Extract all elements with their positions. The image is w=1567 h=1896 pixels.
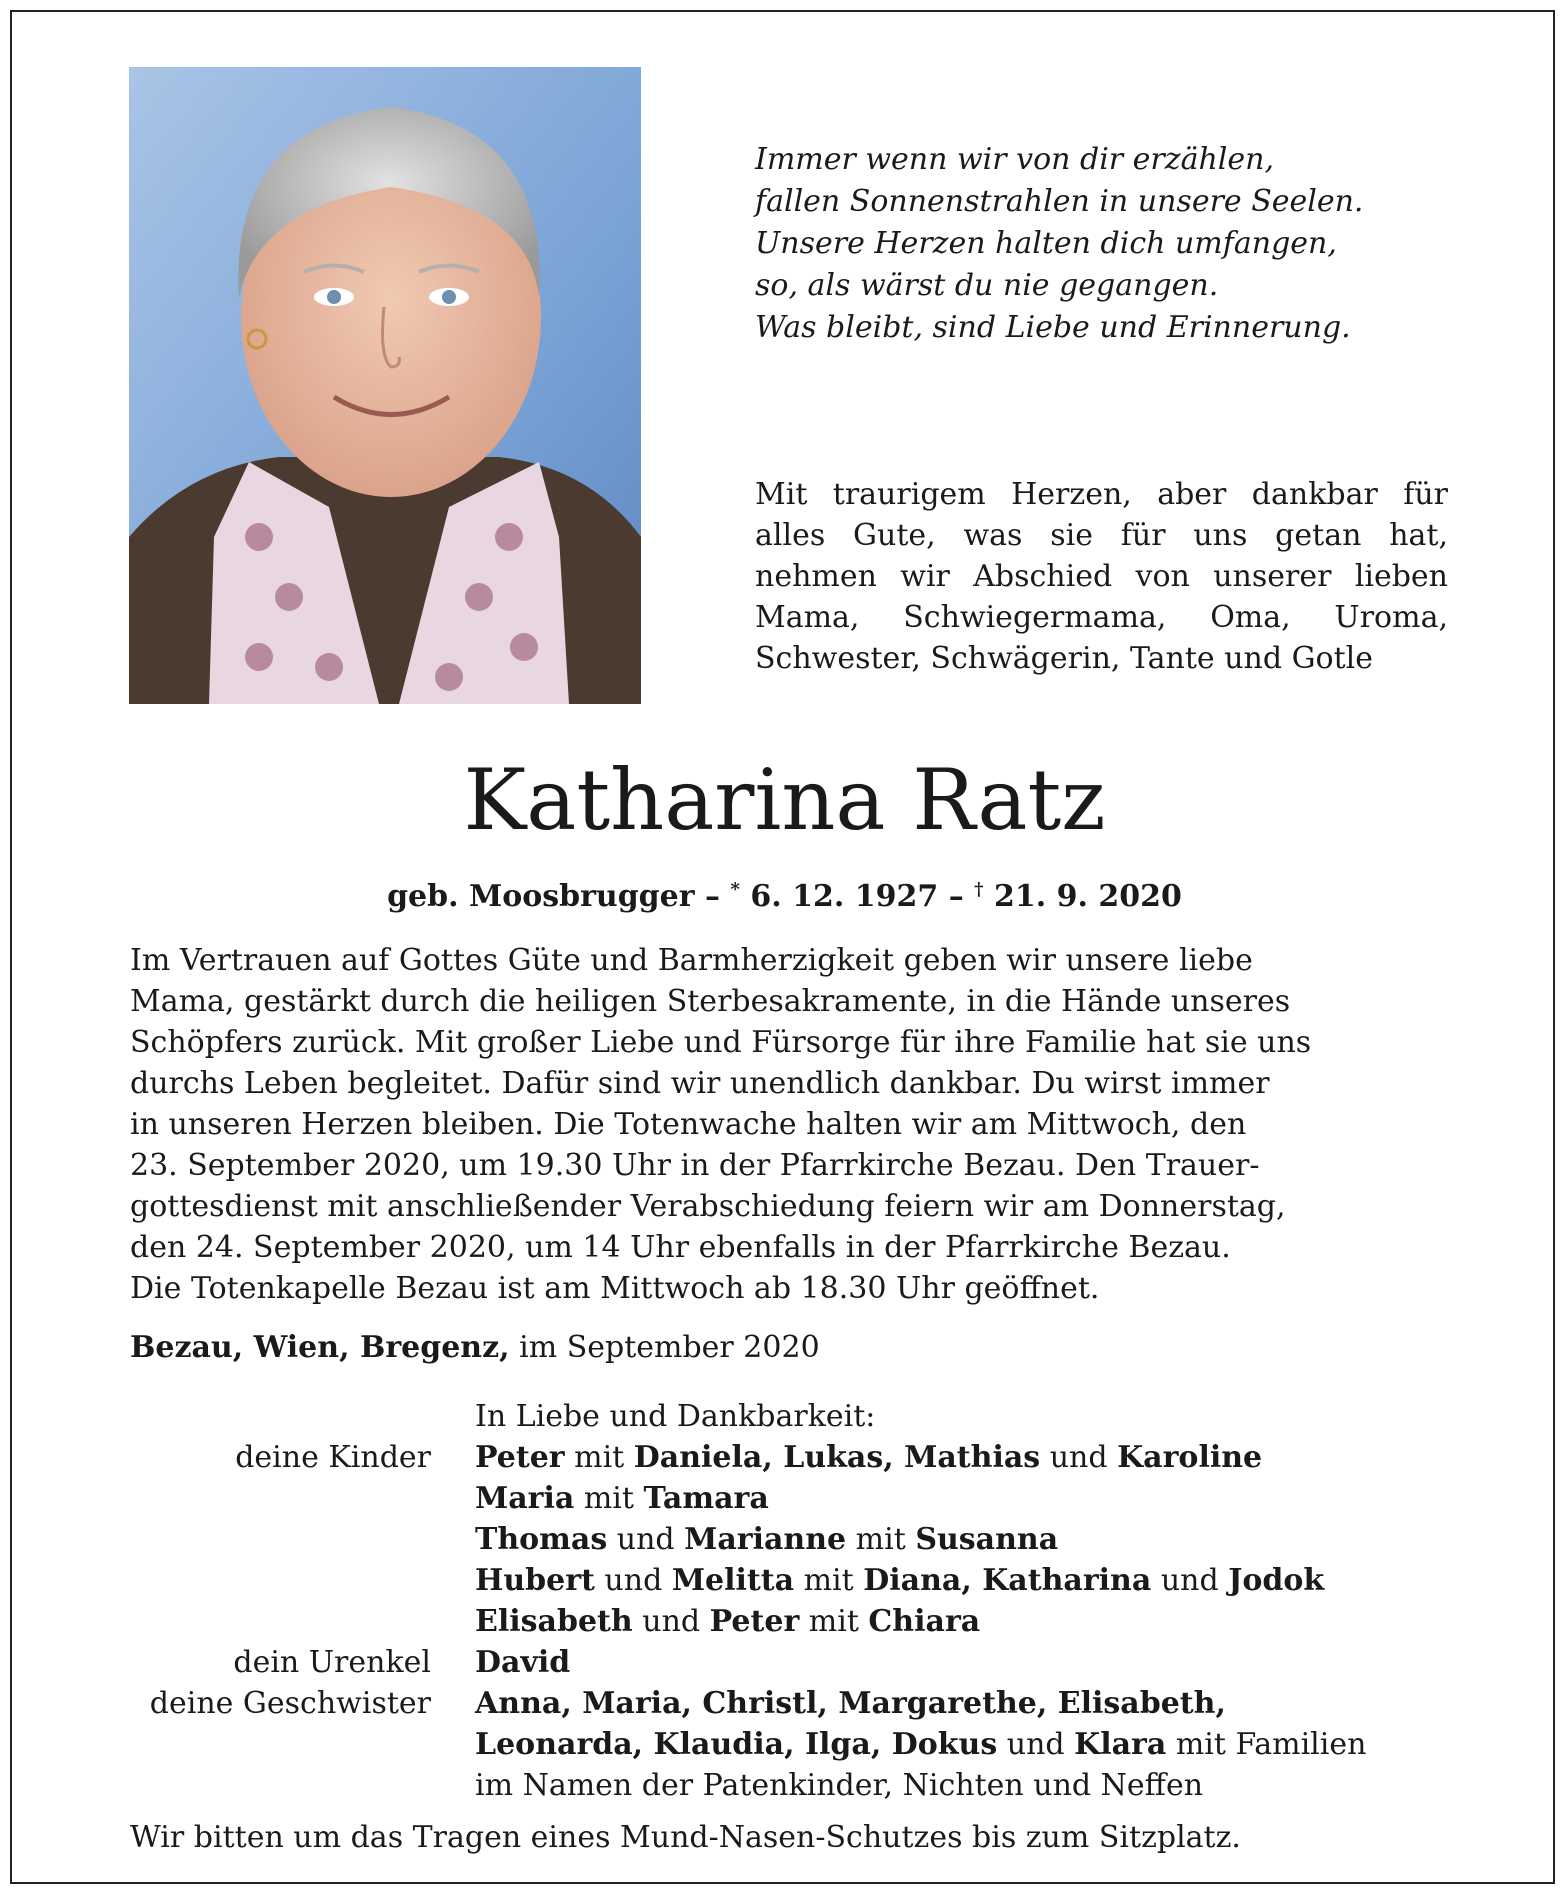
body-line: den 24. September 2020, um 14 Uhr ebenfalls in der Pfarrkirche Bezau. [130,1230,1231,1265]
family-names [475,1724,1366,1765]
body-line: 23. September 2020, um 19.30 Uhr in der Pfarrkirche Bezau. Den Trauer- [130,1148,1260,1183]
family-connector: und [1040,1440,1118,1475]
family-member-name: Melitta [671,1563,795,1598]
family-connector: mit [799,1604,869,1639]
family-connector: und [632,1604,710,1639]
memorial-poem [755,139,1495,349]
death-date: 21. 9. 2020 [994,879,1182,914]
place-date: im September 2020 [519,1330,820,1365]
family-connector: mit [846,1522,916,1557]
body-line: in unseren Herzen bleiben. Die Totenwache halten wir am Mittwoch, den [130,1107,1247,1142]
family-member-name: David [475,1645,571,1680]
birth-symbol: * [730,879,740,900]
body-line: Im Vertrauen auf Gottes Güte und Barmherzigkeit geben wir unsere liebe [130,943,1253,978]
body-line: Schöpfers zurück. Mit großer Liebe und Fürsorge für ihre Familie hat sie uns [130,1025,1312,1060]
poem-line: so, als wärst du nie gegangen. [755,268,1219,303]
announcement-body [130,940,1452,1309]
poem-line: Was bleibt, sind Liebe und Erinnerung. [755,310,1351,345]
family-member-name: Daniela, Lukas, Mathias [633,1440,1041,1475]
family-relation-label: deine Geschwister [149,1686,431,1721]
place-cities: Bezau, Wien, Bregenz, [130,1330,510,1365]
family-names [475,1560,1324,1601]
family-names [475,1601,980,1642]
family-names [475,1765,1203,1806]
body-line: Die Totenkapelle Bezau ist am Mittwoch ab 18.30 Uhr geöffnet. [130,1271,1100,1306]
family-member-name: Jodok [1228,1563,1325,1598]
death-symbol: † [974,879,984,900]
deceased-name: Katharina Ratz [463,751,1106,849]
life-dates: geb. Moosbrugger – * 6. 12. 1927 – † 21. 9. 2020 [387,879,1182,914]
family-member-name: Diana, Katharina [863,1563,1152,1598]
family-names [475,1437,1262,1478]
family-connector: und [1151,1563,1229,1598]
family-connector: mit [564,1440,634,1475]
poem-line: Immer wenn wir von dir erzählen, [755,142,1274,177]
family-relation-label: deine Kinder [235,1440,431,1475]
family-connector: mit [574,1481,644,1516]
family-member-name: Leonarda, Klaudia, Ilga, Dokus [475,1727,998,1762]
obituary-card [10,10,1555,1884]
family-connector: und [997,1727,1075,1762]
maiden-name: geb. Moosbrugger [387,879,695,914]
family-names [475,1478,769,1519]
family-member-name: Tamara [643,1481,769,1516]
family-member-name: Hubert [475,1563,595,1598]
body-line: Mama, gestärkt durch die heiligen Sterbesakramente, in die Hände unseres [130,984,1291,1019]
family-connector: mit [794,1563,864,1598]
portrait-photo [129,67,641,704]
family-member-name: Karoline [1117,1440,1263,1475]
family-member-name: Peter [709,1604,800,1639]
thanks-line: In Liebe und Dankbarkeit: [475,1399,876,1434]
body-line: gottesdienst mit anschließender Verabschiedung feiern wir am Donnerstag, [130,1189,1286,1224]
family-member-name: Thomas [475,1522,608,1557]
family-member-name: Anna, Maria, Christl, Margarethe, Elisabeth, [475,1686,1226,1721]
intro-paragraph: Mit traurigem Herzen, aber dankbar für alles Gute, was sie für uns getan hat, nehmen wir Abschied von unserer lieben Mama, Schwiegermama, Oma, Uroma, Schwester, Schwägerin, Tante und Gotle [755,477,1448,676]
family-member-name: Elisabeth [475,1604,633,1639]
family-connector: und [607,1522,685,1557]
family-member-name: Marianne [684,1522,847,1557]
body-line: durchs Leben begleitet. Dafür sind wir unendlich dankbar. Du wirst immer [130,1066,1270,1101]
family-names [475,1683,1226,1724]
family-member-name: Klara [1074,1727,1167,1762]
family-names [475,1642,570,1683]
family-member-name: Peter [475,1440,565,1475]
birth-date: 6. 12. 1927 [750,879,939,914]
family-relation-label: dein Urenkel [233,1645,431,1680]
family-member-name: Maria [475,1481,575,1516]
family-connector: im Namen der Patenkinder, Nichten und Neffen [475,1768,1204,1803]
place-and-date [130,1327,820,1368]
family-connector: und [594,1563,672,1598]
poem-line: Unsere Herzen halten dich umfangen, [755,226,1337,261]
family-member-name: Chiara [868,1604,981,1639]
closing-note: Wir bitten um das Tragen eines Mund-Nasen-Schutzes bis zum Sitzplatz. [130,1820,1241,1855]
family-connector: mit Familien [1166,1727,1367,1762]
poem-line: fallen Sonnenstrahlen in unsere Seelen. [755,184,1364,219]
family-names [475,1519,1058,1560]
family-member-name: Susanna [915,1522,1059,1557]
